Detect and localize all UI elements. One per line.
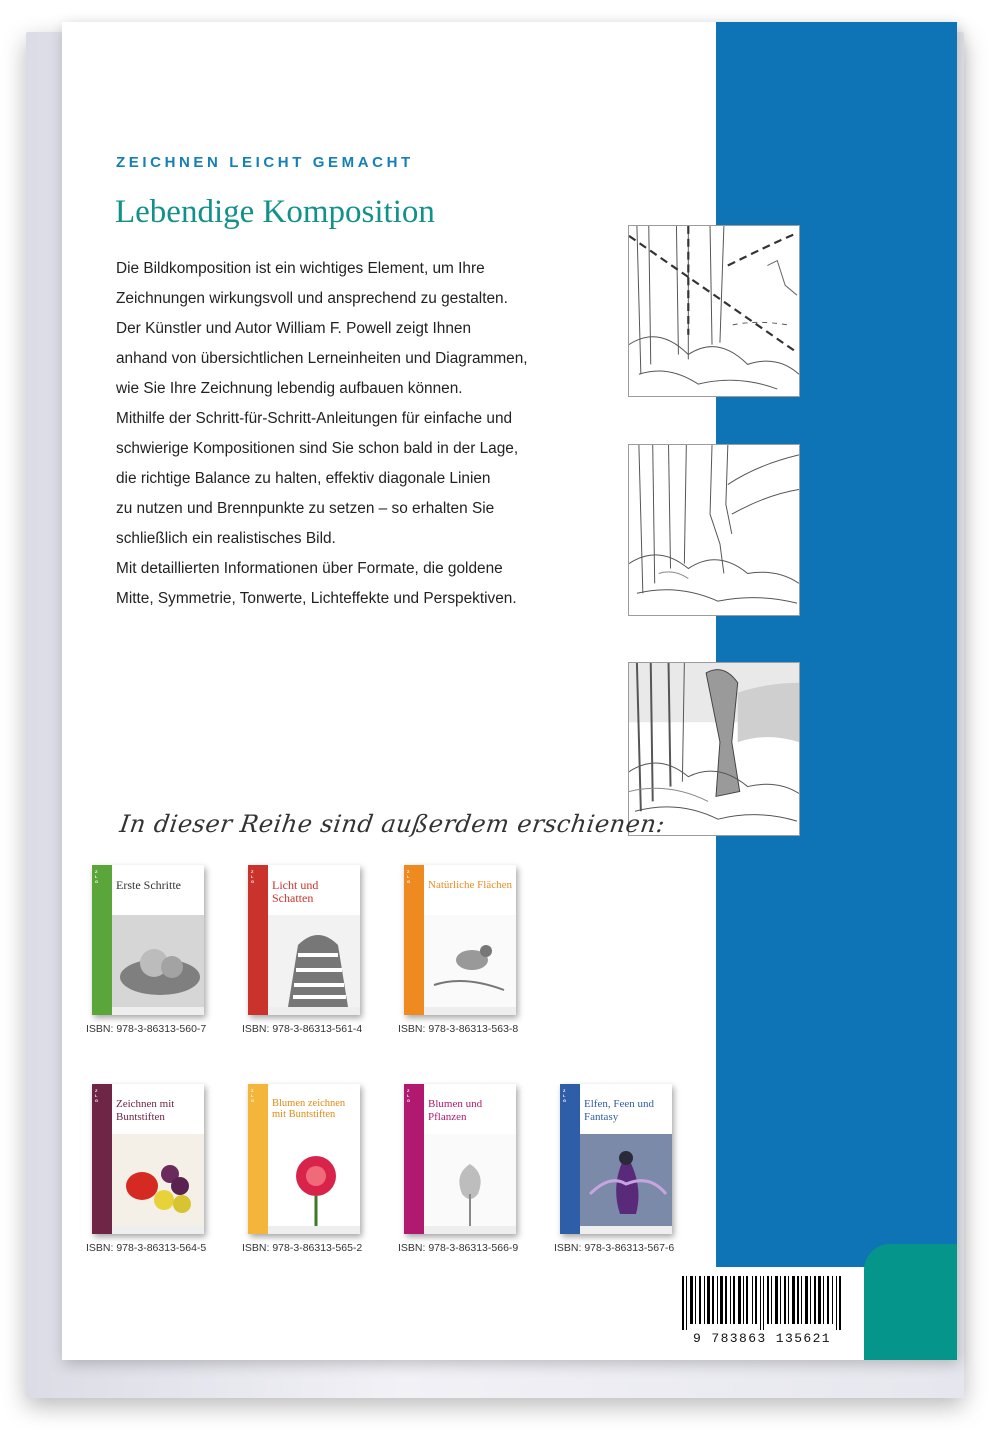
series-logo: Z L G [563,1088,567,1103]
book-footer [424,1007,516,1015]
description-line: schwierige Kompositionen sind Sie schon bald in der Lage, [116,440,519,457]
book-footer [424,1226,516,1234]
book-title: Blumen zeichnen mit Buntstiften [272,1098,346,1120]
book-title: Blumen und Pflanzen [428,1098,483,1123]
series-book [242,1084,363,1254]
series-logo: Z L G [407,1088,411,1103]
book-footer [112,1007,204,1015]
book-color-strip [404,1084,424,1234]
book-title: Licht und Schatten [272,878,319,905]
book-title: Natürliche Flächen [428,879,512,891]
also-published-heading: In dieser Reihe sind außerdem erschienen: [118,810,667,838]
book-cover-thumbnail [92,1084,204,1234]
series-book [398,865,519,1035]
book-isbn: ISBN: 978-3-86313-563-8 [398,1023,519,1035]
book-illustration [112,915,204,1007]
book-color-strip [404,865,424,1015]
book-isbn: ISBN: 978-3-86313-567-6 [554,1242,675,1254]
book-cover-thumbnail [248,1084,360,1234]
series-book [86,1084,207,1254]
book-cover-thumbnail [248,865,360,1015]
book-footer [268,1226,360,1234]
book-isbn: ISBN: 978-3-86313-566-9 [398,1242,519,1254]
description [116,254,616,614]
description-line: Mit detaillierten Informationen über Formate, die goldene [116,560,503,577]
series-logo: Z L G [95,869,99,884]
series-logo: Z L G [95,1088,99,1103]
book-footer [268,1007,360,1015]
book-cover-thumbnail [92,865,204,1015]
book-illustration [268,915,360,1007]
book-isbn: ISBN: 978-3-86313-564-5 [86,1242,207,1254]
book-footer [112,1226,204,1234]
book-cover-thumbnail [404,1084,516,1234]
back-cover [62,22,957,1360]
sketch-step-1 [628,225,800,397]
book-title: Lebendige Komposition [115,194,435,230]
book-footer [580,1226,672,1234]
book-color-strip [248,1084,268,1234]
book-color-strip [560,1084,580,1234]
book-title: Erste Schritte [116,878,181,892]
book-color-strip [248,865,268,1015]
barcode [676,1274,848,1346]
book-title: Zeichnen mit Buntstiften [116,1098,175,1123]
barcode-number: 9 783863 135621 [692,1331,832,1346]
series-book [242,865,363,1035]
sketch-step-2 [628,444,800,616]
book-cover-thumbnail [404,865,516,1015]
book-isbn: ISBN: 978-3-86313-565-2 [242,1242,363,1254]
book-color-strip [92,865,112,1015]
book-isbn: ISBN: 978-3-86313-560-7 [86,1023,207,1035]
book-cover-thumbnail [560,1084,672,1234]
book-title: Elfen, Feen und Fantasy [584,1098,654,1123]
book-illustration [424,1134,516,1226]
series-book [86,865,207,1035]
description-line: schließlich ein realistisches Bild. [116,530,336,547]
description-line: die richtige Balance zu halten, effektiv diagonale Linien [116,470,491,487]
series-title: ZEICHNEN LEICHT GEMACHT [116,154,414,171]
description-line: wie Sie Ihre Zeichnung lebendig aufbauen können. [116,380,463,397]
description-line: Mitte, Symmetrie, Tonwerte, Lichteffekte und Perspektiven. [116,590,517,607]
description-line: Der Künstler und Autor William F. Powell zeigt Ihnen [116,320,471,337]
series-book [398,1084,519,1254]
teal-corner-block [864,1244,957,1360]
description-line: Die Bildkomposition ist ein wichtiges Element, um Ihre [116,260,485,277]
series-book [554,1084,675,1254]
book-illustration [268,1134,360,1226]
description-line: zu nutzen und Brennpunkte zu setzen – so erhalten Sie [116,500,495,517]
book-illustration [112,1134,204,1226]
description-line: Mithilfe der Schritt-für-Schritt-Anleitungen für einfache und [116,410,513,427]
description-line: Zeichnungen wirkungsvoll und ansprechend zu gestalten. [116,290,508,307]
book-illustration [580,1134,672,1226]
series-logo: Z L G [251,1088,255,1103]
book-isbn: ISBN: 978-3-86313-561-4 [242,1023,363,1035]
series-logo: Z L G [251,869,255,884]
book-illustration [424,915,516,1007]
description-line: anhand von übersichtlichen Lerneinheiten und Diagrammen, [116,350,528,367]
book-color-strip [92,1084,112,1234]
barcode-bars [676,1274,848,1330]
series-logo: Z L G [407,869,411,884]
blue-side-band [716,22,957,1267]
